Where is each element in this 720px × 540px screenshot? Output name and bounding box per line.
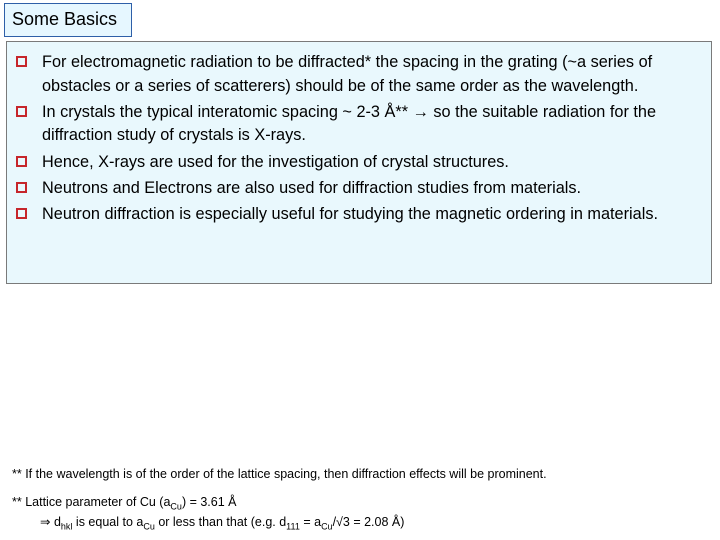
footnote-lattice-parameter — [12, 494, 237, 515]
footnote-text: /√3 = 2.08 Å) — [332, 515, 405, 529]
square-bullet-icon — [16, 156, 27, 167]
content-panel — [6, 41, 712, 284]
bullet-item — [15, 101, 703, 148]
footnote-text: = a — [299, 515, 322, 529]
bullet-list — [15, 51, 703, 227]
square-bullet-icon — [16, 56, 27, 67]
bullet-item — [15, 177, 703, 201]
implies-arrow-icon: ⇒ — [40, 514, 51, 529]
bullet-item — [15, 151, 703, 175]
bullet-text: In crystals the typical interatomic spacing ~ 2-3 Å** → so the suitable radiation for the diffraction study of crystals is X-rays. — [42, 102, 657, 145]
footnote-text: ** Lattice parameter of Cu (a — [12, 495, 171, 509]
footnote-text: is equal to a — [72, 515, 144, 529]
subscript: Cu — [170, 501, 182, 512]
square-bullet-icon — [16, 182, 27, 193]
bullet-item — [15, 203, 703, 227]
slide-title: Some Basics — [4, 3, 132, 37]
footnote-text: d — [50, 515, 61, 529]
square-bullet-icon — [16, 208, 27, 219]
bullet-text: For electromagnetic radiation to be diffracted* the spacing in the grating (~a series of obstacles or a series of scatterers) should be of the same order as the wavelength. — [42, 53, 653, 95]
subscript: Cu — [143, 521, 155, 532]
footnote-text: or less than that (e.g. d — [154, 515, 287, 529]
footnote-dhkl — [40, 514, 404, 535]
subscript: hkl — [60, 521, 73, 532]
bullet-item — [15, 51, 703, 98]
subscript: 111 — [286, 521, 300, 532]
bullet-text: Hence, X-rays are used for the investigation of crystal structures. — [42, 152, 509, 171]
footnote-text: ) = 3.61 Å — [181, 495, 237, 509]
bullet-text: Neutron diffraction is especially useful for studying the magnetic ordering in materials. — [42, 204, 658, 223]
footnote-wavelength: ** If the wavelength is of the order of the lattice spacing, then diffraction effects will be prominent. — [12, 467, 547, 481]
subscript: Cu — [321, 521, 333, 532]
square-bullet-icon — [16, 106, 27, 117]
bullet-text: Neutrons and Electrons are also used for diffraction studies from materials. — [42, 178, 582, 197]
